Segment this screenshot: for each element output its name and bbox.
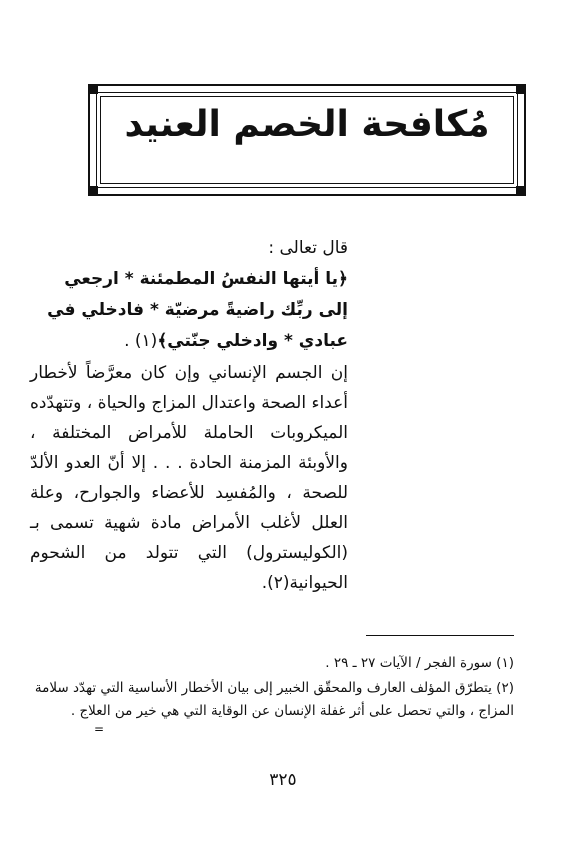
quran-verse bbox=[30, 264, 348, 357]
continuation-mark: = bbox=[94, 722, 105, 736]
page-number: ٣٢٥ bbox=[269, 770, 297, 790]
footnote-2: (٢) يتطرّق المؤلف العارف والمحقّق الخبير إلى بيان الأخطار الأساسية التي تهدّد سلامة المزاج ، والتي تحصل على أثر غفلة الإنسان عن الوقاية التي هي خير من العلاج . bbox=[34, 680, 514, 719]
footnote-divider bbox=[366, 635, 514, 636]
verse-text: ﴿يا أيتها النفسُ المطمئنة * ارجعي إلى ربِّك راضيةً مرضيّة * فادخلي في عبادي * وادخلي جنّتي﴾ bbox=[47, 269, 348, 351]
verse-intro: قال تعالى : bbox=[268, 238, 348, 258]
verse-footnote-ref: (١) . bbox=[124, 331, 158, 351]
chapter-title: مُكافحة الخصم العنيد bbox=[124, 104, 490, 145]
footnotes bbox=[30, 652, 514, 725]
chapter-title-frame bbox=[88, 84, 526, 196]
footnote-1: (١) سورة الفجر / الآيات ٢٧ ـ ٢٩ . bbox=[325, 655, 514, 671]
body-paragraph: إن الجسم الإنساني وإن كان معرَّضاً لأخطار أعداء الصحة واعتدال المزاج والحياة ، وتتهدّده الميكروبات الحاملة للأمراض المختلفة ، والأوبئة المزمنة الحادة . . . إلا أنّ العدو الألدّ للصحة ، والمُفسِد للأعضاء والجوارح، وعلة العلل لأغلب الأمراض مادة شهية تسمى بـ (الكوليسترول) التي تتولد من الشحوم الحيوانية(٢). bbox=[30, 363, 348, 593]
